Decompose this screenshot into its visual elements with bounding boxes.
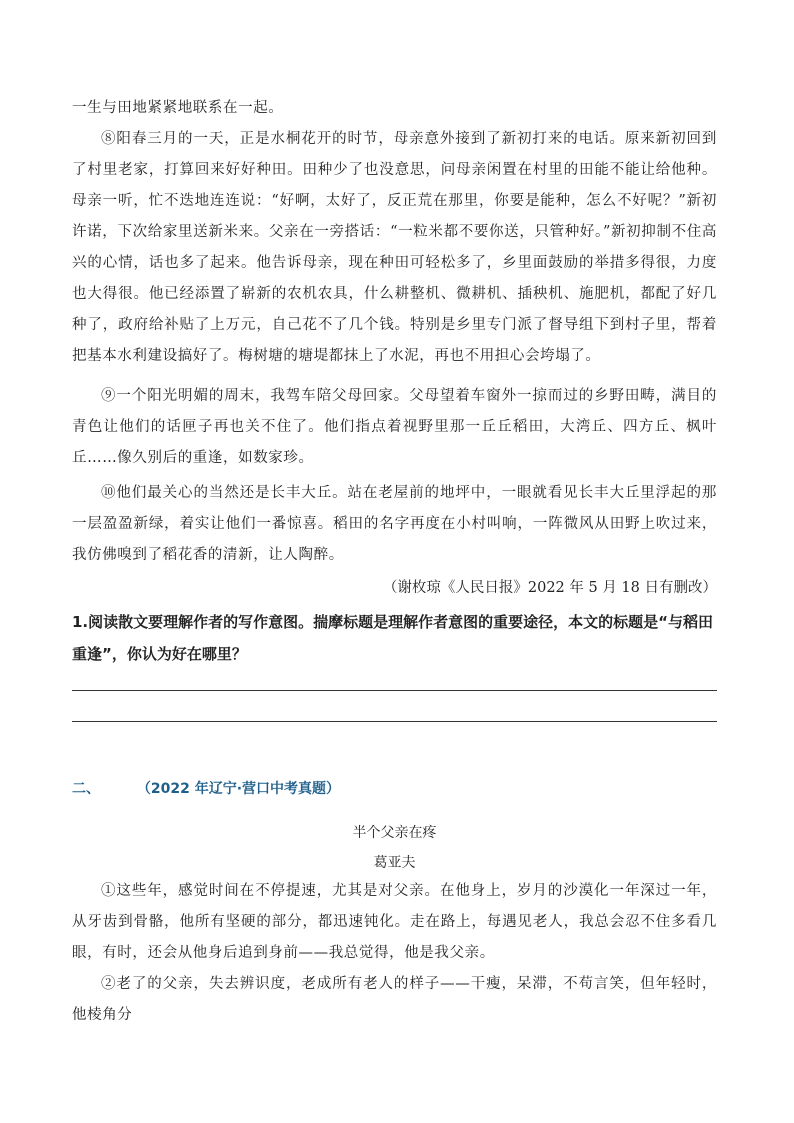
- article-title: 半个父亲在疼: [352, 825, 437, 841]
- section-heading: [72, 778, 340, 798]
- paragraph-0: 一生与田地紧紧地联系在一起。: [72, 100, 284, 116]
- question-1: 1.阅读散文要理解作者的写作意图。揣摩标题是理解作者意图的重要途径，本文的标题是“与稻田重逢”，你认为好在哪里？: [72, 613, 713, 663]
- answer-line-2: [72, 721, 717, 722]
- paragraph-2: ②老了的父亲，失去辨识度，老成所有老人的样子——干瘦，呆滞，不苟言笑，但年轻时，他棱角分: [72, 976, 717, 1023]
- source-citation: （谢枚琼《人民日报》2022 年 5 月 18 日有删改）: [382, 580, 717, 596]
- section-label: （2022 年辽宁·营口中考真题）: [136, 781, 341, 797]
- section-number: 二、: [72, 781, 100, 797]
- answer-line-1: [72, 690, 717, 691]
- paragraph-8: ⑧阳春三月的一天，正是水桐花开的时节，母亲意外接到了新初打来的电话。原来新初回到了村里老家，打算回来好好种田。田种少了也没意思，问母亲闲置在村里的田能不能让给他种。母亲一听，忙不迭地连连说：“好啊，太好了，反正荒在那里，你要是能种，怎么不好呢？”新初许诺，下次给家里送新米来。父亲在一旁搭话：“一粒米都不要你送，只管种好。”新初抑制不住高兴的心情，话也多了起来。他告诉母亲，现在种田可轻松多了，乡里面鼓励的举措多得很，力度也大得很。他已经添置了崭新的农机农具，什么耕整机、微耕机、插秧机、施肥机，都配了好几种了，政府给补贴了上万元，自己花不了几个钱。特别是乡里专门派了督导组下到村子里，帮着把基本水利建设搞好了。梅树塘的塘堤都抹上了水泥，再也不用担心会垮塌了。: [72, 131, 717, 364]
- paragraph-9: ⑨一个阳光明媚的周末，我驾车陪父母回家。父母望着车窗外一掠而过的乡野田畴，满目的青色让他们的话匣子再也关不住了。他们指点着视野里那一丘丘稻田，大湾丘、四方丘、枫叶丘……像久别后的重逢，如数家珍。: [72, 388, 717, 466]
- paragraph-1: ①这些年，感觉时间在不停提速，尤其是对父亲。在他身上，岁月的沙漠化一年深过一年，从牙齿到骨骼，他所有坚硬的部分，都迅速钝化。走在路上，每遇见老人，我总会忍不住多看几眼，有时，还会从他身后追到身前——我总觉得，他是我父亲。: [72, 883, 717, 961]
- article-author: 葛亚夫: [373, 855, 416, 871]
- paragraph-10: ⑩他们最关心的当然还是长丰大丘。站在老屋前的地坪中，一眼就看见长丰大丘里浮起的那一层盈盈新绿，着实让他们一番惊喜。稻田的名字再度在小村叫响，一阵微风从田野上吹过来，我仿佛嗅到了稻花香的清新，让人陶醉。: [72, 485, 717, 563]
